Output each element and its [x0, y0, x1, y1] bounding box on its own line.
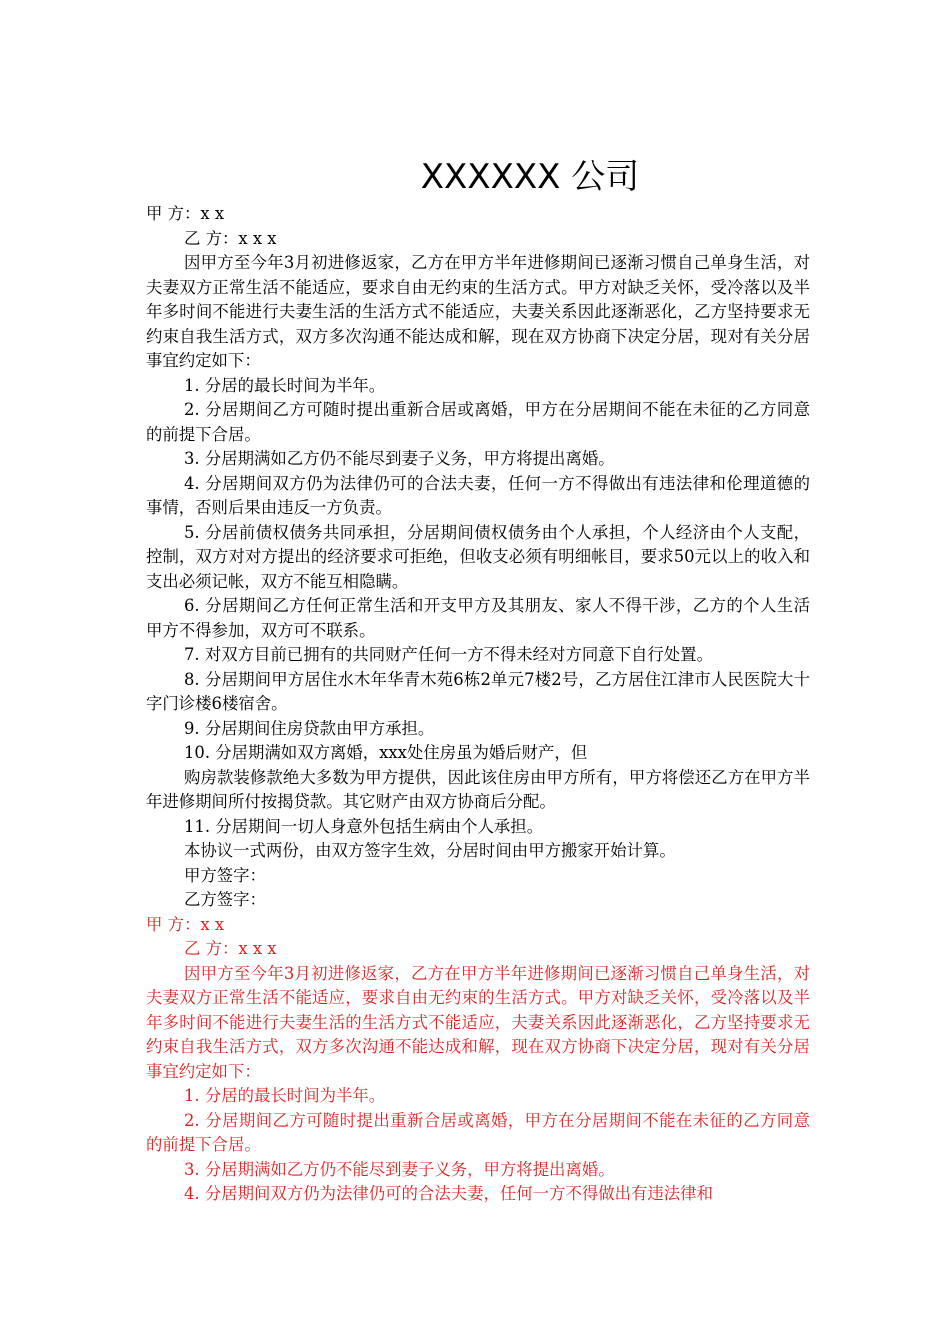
- agreement-red: [146, 913, 810, 1207]
- clause-11: 11. 分居期间一切人身意外包括生病由个人承担。: [184, 816, 544, 836]
- clause-2: 2. 分居期间乙方可随时提出重新合居或离婚，甲方在分居期间不能在未征的乙方同意的前提下合居。: [146, 400, 810, 444]
- preamble-paragraph: 因甲方至今年3月初进修返家，乙方在甲方半年进修期间已逐渐习惯自己单身生活，对夫妻双方正常生活不能适应，要求自由无约束的生活方式。甲方对缺乏关怀，受冷落以及半年多时间不能进行夫妻生活的生活方式不能适应，夫妻关系因此逐渐恶化，乙方坚持要求无约束自我生活方式，双方多次沟通不能达成和解，现在双方协商下决定分居，现对有关分居事宜约定如下：: [146, 963, 810, 1081]
- clause-2: 2. 分居期间乙方可随时提出重新合居或离婚，甲方在分居期间不能在未征的乙方同意的前提下合居。: [146, 1110, 810, 1154]
- clause-4: 4. 分居期间双方仍为法律仍可的合法夫妻，任何一方不得做出有违法律和: [184, 1184, 713, 1203]
- preamble-paragraph: 因甲方至今年3月初进修返家，乙方在甲方半年进修期间已逐渐习惯自己单身生活，对夫妻双方正常生活不能适应，要求自由无约束的生活方式。甲方对缺乏关怀，受冷落以及半年多时间不能进行夫妻生活的生活方式不能适应，夫妻关系因此逐渐恶化，乙方坚持要求无约束自我生活方式，双方多次沟通不能达成和解，现在双方协商下决定分居，现对有关分居事宜约定如下：: [146, 253, 810, 370]
- document-title: XXXXXX 公司: [420, 157, 640, 197]
- party-b-line: 乙 方：x x x: [184, 228, 277, 248]
- clause-4: 4. 分居期间双方仍为法律仍可的合法夫妻，任何一方不得做出有违法律和伦理道德的事情，否则后果由违反一方负责。: [146, 473, 810, 517]
- party-b-signature: 乙方签字：: [184, 890, 266, 909]
- party-a-signature: 甲方签字：: [184, 865, 266, 885]
- party-a-line: 甲 方：x x: [146, 204, 225, 223]
- party-a-line: 甲 方：x x: [146, 914, 225, 934]
- clause-9: 9. 分居期间住房贷款由甲方承担。: [184, 718, 435, 738]
- document-body: [146, 202, 810, 1207]
- agreement-black: [146, 202, 810, 913]
- closing-statement: 本协议一式两份，由双方签字生效，分居时间由甲方搬家开始计算。: [184, 841, 676, 860]
- clause-1: 1. 分居的最长时间为半年。: [184, 1086, 386, 1105]
- clause-6: 6. 分居期间乙方任何正常生活和开支甲方及其朋友、家人不得干涉，乙方的个人生活甲方不得参加，双方可不联系。: [146, 596, 810, 640]
- clause-1: 1. 分居的最长时间为半年。: [184, 375, 386, 395]
- clause-10: 10. 分居期满如双方离婚，xxx处住房虽为婚后财产，但: [184, 743, 588, 762]
- clause-5: 5. 分居前债权债务共同承担，分居期间债权债务由个人承担，个人经济由个人支配，控制，双方对对方提出的经济要求可拒绝，但收支必须有明细帐目，要求50元以上的收入和支出必须记帐，双方不能互相隐瞒。: [146, 522, 810, 591]
- clause-7: 7. 对双方目前已拥有的共同财产任何一方不得未经对方同意下自行处置。: [184, 645, 713, 664]
- clause-3: 3. 分居期满如乙方仍不能尽到妻子义务，甲方将提出离婚。: [184, 1159, 615, 1179]
- clause-3: 3. 分居期满如乙方仍不能尽到妻子义务，甲方将提出离婚。: [184, 449, 615, 468]
- clause-10-continued: 购房款装修款绝大多数为甲方提供，因此该住房由甲方所有，甲方将偿还乙方在甲方半年进修期间所付按揭贷款。其它财产由双方协商后分配。: [146, 767, 810, 811]
- party-b-line: 乙 方：x x x: [184, 939, 277, 958]
- clause-8: 8. 分居期间甲方居住水木年华青木苑6栋2单元7楼2号，乙方居住江津市人民医院大十字门诊楼6楼宿舍。: [146, 669, 810, 713]
